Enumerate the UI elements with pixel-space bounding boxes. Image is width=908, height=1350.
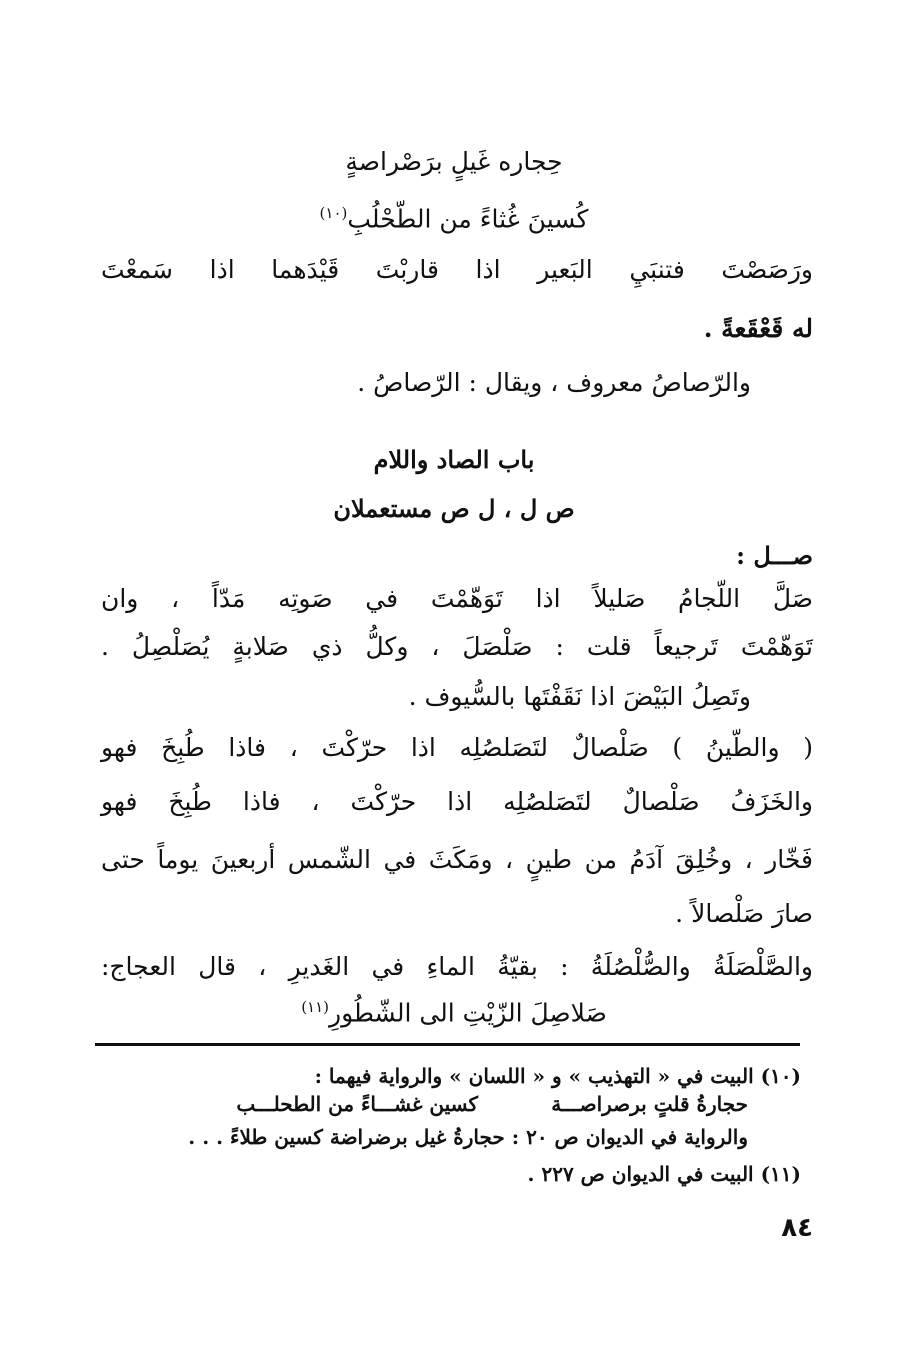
paragraph-1-line-2: له قَعْقَعةً . bbox=[703, 314, 813, 343]
verse-line-2-text: كُسينَ غُثاءً من الطّحْلُبِ bbox=[347, 204, 589, 234]
entry-p4-line-3: صارَ صَلْصالاً . bbox=[675, 899, 813, 928]
chapter-subtitle: ص ل ، ل ص مستعملان bbox=[333, 494, 575, 523]
paragraph-2: والرّصاصُ معروف ، ويقال : الرّصاصُ . bbox=[357, 368, 751, 397]
entry-p5: والصَّلْصَلَةُ والصُّلْصُلَةُ : بقيّةُ الماءِ في الغَديرِ ، قال العجاج: bbox=[101, 952, 813, 981]
verse-line-2 bbox=[0, 196, 908, 236]
entry-p4-line-1: والخَزَفُ صَلْصالٌ لتَصَلصُلِه اذا حرّكْتَ ، فاذا طُبِخَ فهو bbox=[101, 787, 813, 816]
verse-line-1 bbox=[0, 145, 908, 179]
entry-head: صـــل : bbox=[736, 541, 813, 570]
entry-p4-line-2: فَخّار ، وخُلِقَ آدَمُ من طينٍ ، ومَكَثَ في الشّمس أربعينَ يوماً حتى bbox=[101, 845, 813, 874]
entry-p2: وتَصِلُ البَيْضَ اذا نَقَفْتَها بالسُّيوف . bbox=[408, 682, 751, 711]
page-number: ٨٤ bbox=[781, 1213, 813, 1243]
entry-verse-text: صَلاصِلَ الزّيْتِ الى الشّطُورِ bbox=[329, 998, 607, 1028]
footnote-10-line-1: (١٠) البيت في « التهذيب » و « اللسان » والرواية فيهما : bbox=[314, 1064, 801, 1088]
verse-line-1-text: حِجاره غَيلٍ برَصْراصةٍ bbox=[345, 147, 563, 176]
entry-verse bbox=[0, 990, 908, 1030]
footnote-10-line-3: والرواية في الديوان ص ٢٠ : حجارةُ غيل برضراضة كسين طلاءً . . . bbox=[188, 1125, 748, 1149]
entry-p1-line-2: تَوَهّمْتَ تَرجيعاً قلت : صَلْصَلَ ، وكلُّ ذي صَلابةٍ يُصَلْصِلُ . bbox=[101, 632, 813, 661]
footnote-separator bbox=[95, 1043, 800, 1046]
footnote-11: (١١) البيت في الديوان ص ٢٢٧ . bbox=[527, 1162, 801, 1186]
entry-p3: ( والطّينُ ) صَلْصالٌ لتَصَلصُلِه اذا حرّكْتَ ، فاذا طُبِخَ فهو bbox=[101, 733, 813, 762]
chapter-title: باب الصاد واللام bbox=[373, 445, 535, 474]
paragraph-1-line-1: ورَصَصْتَ فتنبَيِ البَعير اذا قاربْتَ قَيْدَهما اذا سَمعْتَ bbox=[101, 255, 813, 284]
footnote-ref-11[interactable]: (١١) bbox=[301, 998, 330, 1016]
entry-p1-line-1: صَلَّ اللّجامُ صَليلاً اذا تَوَهّمْتَ في صَوتِه مَدّاً ، وان bbox=[101, 584, 813, 613]
footnote-ref-10[interactable]: (١٠) bbox=[319, 204, 348, 222]
footnote-10-line-2b: كسين غشـــاءً من الطحلـــب bbox=[236, 1092, 478, 1116]
footnote-10-line-2a: حجارةُ قلتٍ برصراصـــة bbox=[551, 1092, 748, 1116]
